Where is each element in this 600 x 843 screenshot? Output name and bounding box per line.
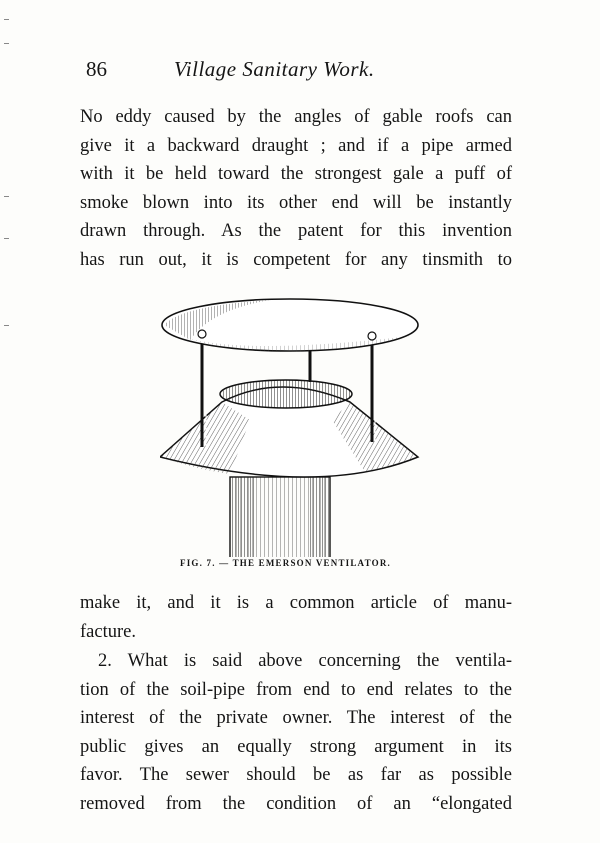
text-line: with it be held toward the strongest gale a puff of [80,164,512,185]
text-line: 2. What is said above concerning the ventila- [98,651,512,671]
text-line: has run out, it is competent for any tinsmith to [80,249,512,270]
text-line: No eddy caused by the angles of gable roofs can [80,107,512,127]
margin-mark [4,43,9,44]
paragraph-2 [80,589,512,646]
margin-mark [4,19,9,20]
text-line: facture. [80,621,136,642]
paragraph-1 [80,103,512,275]
ventilator-figure [160,292,430,582]
text-line: favor. The sewer should be as far as possible [80,765,512,786]
margin-mark [4,238,9,239]
paragraph-3 [80,647,512,819]
text-line: public gives an equally strong argument in its [80,736,512,757]
page-header [86,57,516,87]
page-number: 86 [86,57,107,81]
text-line: smoke blown into its other end will be instantly [80,192,512,213]
text-line: tion of the soil-pipe from end to end relates to the [80,679,512,700]
text-line: drawn through. As the patent for this invention [80,221,512,242]
running-title: Village Sanitary Work. [174,57,375,81]
margin-mark [4,325,9,326]
text-line: interest of the private owner. The interest of the [80,708,512,729]
ventilator-illustration-icon [160,292,430,557]
text-line: removed from the condition of an “elongated [80,793,512,814]
margin-mark [4,196,9,197]
text-line: give it a backward draught ; and if a pipe armed [80,135,512,156]
text-line: make it, and it is a common article of manu- [80,593,512,613]
figure-caption: FIG. 7. — THE EMERSON VENTILATOR. [180,558,391,568]
